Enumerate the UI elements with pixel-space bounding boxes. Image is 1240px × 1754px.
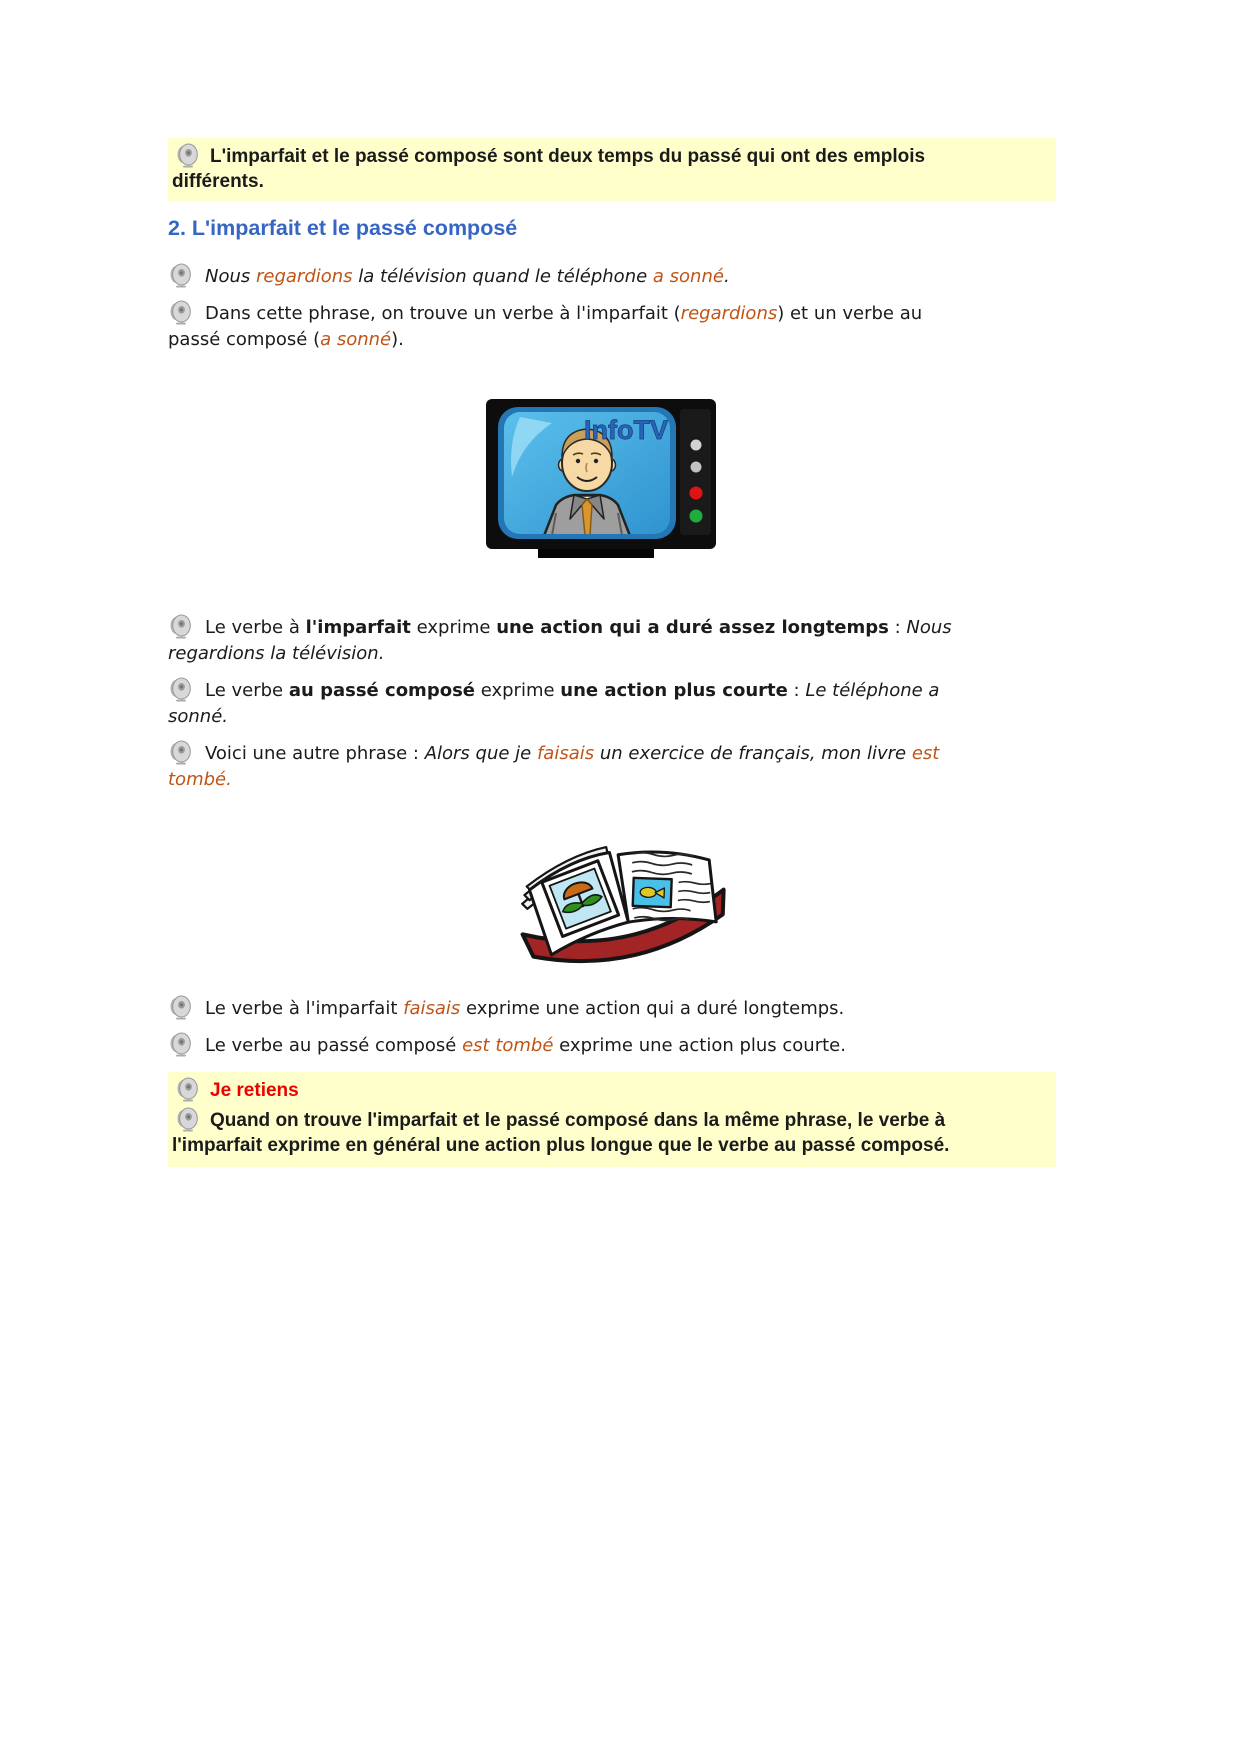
sentence-part: ). xyxy=(391,329,404,350)
speaker-icon[interactable] xyxy=(175,1076,199,1102)
sentence-part: la télévision quand le téléphone xyxy=(352,266,653,287)
speaker-icon[interactable] xyxy=(168,1031,192,1057)
tv-logo-text: InfoTV xyxy=(584,415,668,445)
intro-text: L'imparfait et le passé composé sont deux temps du passé qui ont des emplois différents. xyxy=(172,146,926,192)
verb-passe-compose: a sonné xyxy=(652,266,724,287)
retain-text: Quand on trouve l'imparfait et le passé composé dans la même phrase, le verbe à l'imparfait exprime en général une action plus longue que le verbe au passé composé. xyxy=(172,1110,950,1156)
speaker-icon[interactable] xyxy=(168,262,192,288)
paragraph-imparfait-rule xyxy=(168,613,980,667)
term-bold: au passé composé xyxy=(288,680,475,701)
lesson-page xyxy=(168,138,1056,1167)
speaker-icon[interactable] xyxy=(175,1106,199,1132)
sentence-part: Le verbe xyxy=(205,680,289,701)
verb-passe-compose: est tombé xyxy=(462,1035,554,1056)
term-bold: une action plus courte xyxy=(560,680,788,701)
verb-passe-compose: a sonné xyxy=(320,329,392,350)
sentence-part: . xyxy=(723,266,730,287)
verb-imparfait: regardions xyxy=(256,266,353,287)
sentence-part: exprime une action qui a duré longtemps. xyxy=(460,998,845,1019)
paragraph-tombe-rule xyxy=(168,1031,980,1059)
sentence-part: ) et un verbe au passé composé ( xyxy=(168,303,923,350)
book-illustration xyxy=(178,823,1066,985)
section-heading: 2. L'imparfait et le passé composé xyxy=(168,216,518,240)
speaker-icon[interactable] xyxy=(175,142,199,168)
speaker-icon[interactable] xyxy=(168,739,192,765)
sentence-part: : xyxy=(787,680,806,701)
tv-illustration xyxy=(168,399,1056,563)
verb-imparfait: regardions xyxy=(680,303,778,324)
speaker-icon[interactable] xyxy=(168,613,192,639)
example-italic: Alors que je xyxy=(424,743,537,764)
retain-title: Je retiens xyxy=(210,1080,299,1101)
speaker-icon[interactable] xyxy=(168,676,192,702)
sentence-part: exprime une action plus courte. xyxy=(553,1035,846,1056)
paragraph-example-2 xyxy=(168,739,980,793)
retain-highlight-box xyxy=(168,1072,1056,1167)
verb-imparfait: faisais xyxy=(403,998,461,1019)
paragraph-analysis-1 xyxy=(168,299,980,353)
paragraph-passecompose-rule xyxy=(168,676,980,730)
sentence-part: exprime xyxy=(475,680,561,701)
example-italic: un exercice de français, mon livre xyxy=(594,743,912,764)
paragraph-faisais-rule xyxy=(168,994,980,1022)
sentence-part: exprime xyxy=(410,617,497,638)
speaker-icon[interactable] xyxy=(168,994,192,1020)
paragraph-example-1 xyxy=(168,262,980,290)
sentence-part: Voici une autre phrase : xyxy=(205,743,425,764)
sentence-part: Le verbe au passé composé xyxy=(205,1035,463,1056)
sentence-part: Dans cette phrase, on trouve un verbe à l'imparfait ( xyxy=(205,303,681,324)
term-bold: l'imparfait xyxy=(305,617,411,638)
term-bold: une action qui a duré assez longtemps xyxy=(496,617,889,638)
sentence-part: : xyxy=(888,617,907,638)
sentence-part: Le verbe à l'imparfait xyxy=(205,998,404,1019)
verb-passe-compose: est tombé. xyxy=(168,743,940,790)
sentence-part: Le verbe à xyxy=(205,617,306,638)
example-italic: Le téléphone a sonné. xyxy=(168,680,940,727)
example-italic: Nous regardions la télévision. xyxy=(168,617,952,664)
sentence-part: Nous xyxy=(205,266,256,287)
verb-imparfait: faisais xyxy=(536,743,595,764)
speaker-icon[interactable] xyxy=(168,299,192,325)
intro-highlight-box xyxy=(168,138,1056,201)
